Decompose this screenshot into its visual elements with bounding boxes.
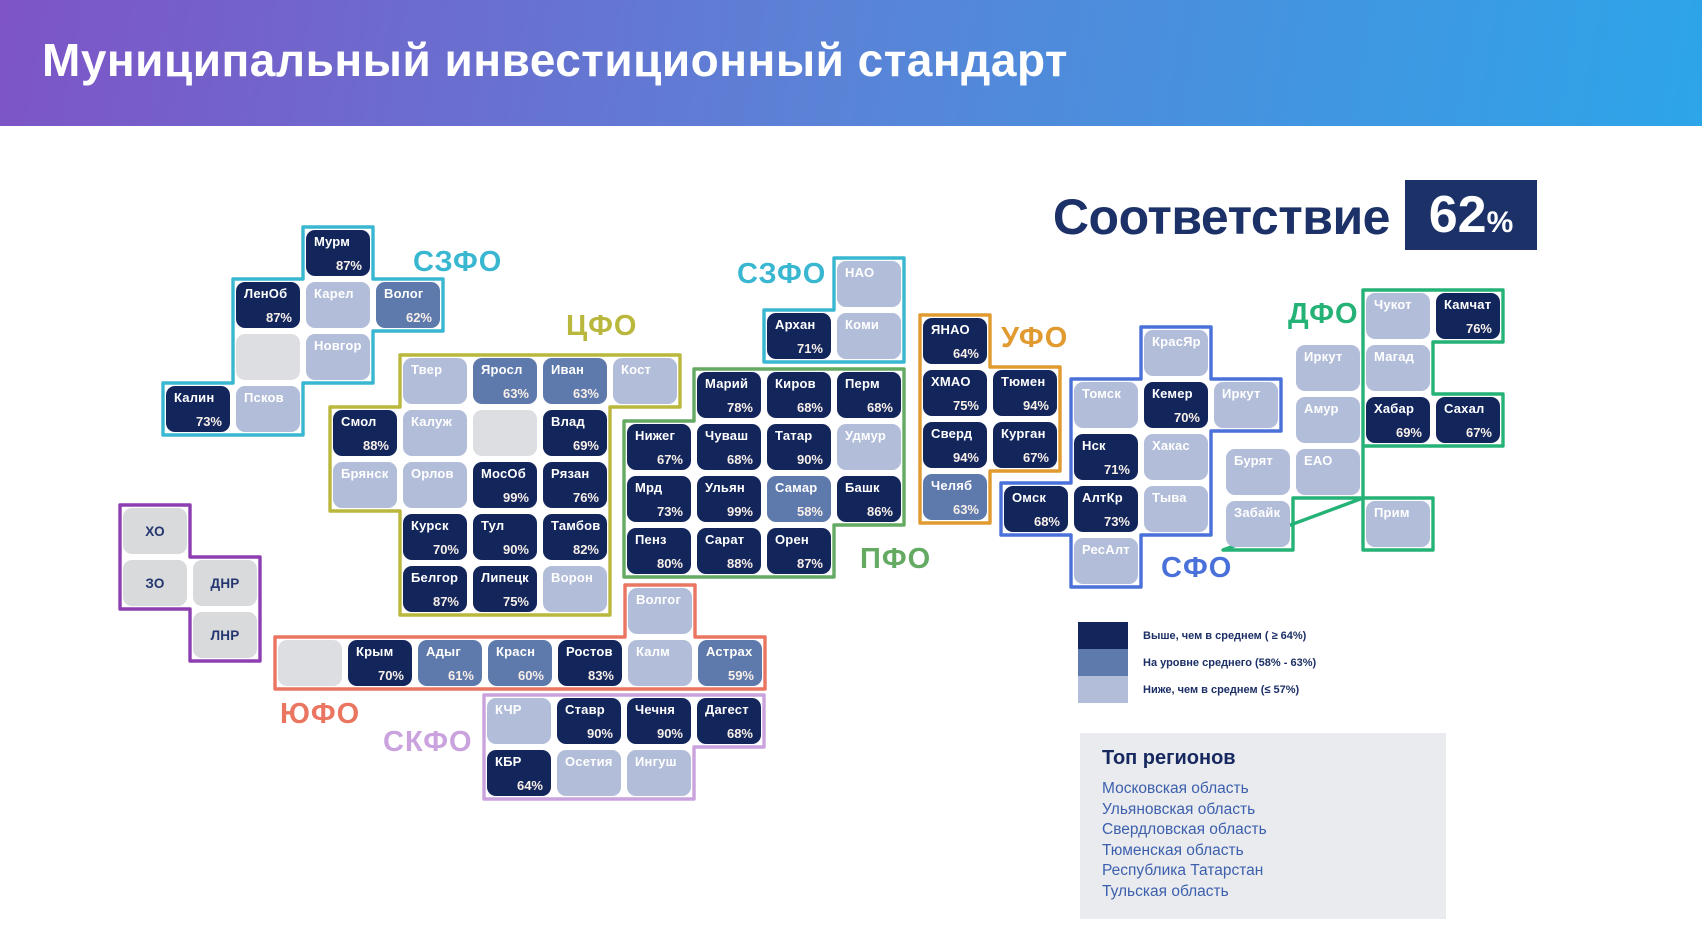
- region-tile: [487, 698, 551, 744]
- region-tile: [306, 282, 370, 328]
- region-value: 73%: [195, 414, 222, 429]
- region-tile: [697, 476, 761, 522]
- region-name: Брянск: [341, 466, 389, 481]
- region-tile: [236, 282, 300, 328]
- region-value: 87%: [335, 258, 362, 273]
- summary-percent-sign: %: [1486, 206, 1514, 239]
- region-tile: [767, 424, 831, 470]
- region-tile: [627, 698, 691, 744]
- region-tile: [1074, 382, 1138, 428]
- region-value: 60%: [517, 668, 544, 683]
- region-tile: [1074, 434, 1138, 480]
- region-tile: [1296, 397, 1360, 443]
- region-tile: [697, 528, 761, 574]
- region-name: КрасЯр: [1152, 334, 1201, 349]
- legend-label: Ниже, чем в среднем (≤ 57%): [1143, 683, 1300, 696]
- region-name: РесАлт: [1082, 542, 1130, 557]
- region-tile: [1144, 330, 1208, 376]
- region-tile: [403, 514, 467, 560]
- region-value: 68%: [866, 400, 893, 415]
- region-tile: [123, 508, 187, 554]
- region-name: АлтКр: [1082, 490, 1123, 505]
- top-region-item: Московская область: [1102, 780, 1249, 797]
- top-region-item: Ульяновская область: [1102, 800, 1256, 818]
- region-value: 90%: [656, 726, 683, 741]
- region-name: Иван: [551, 362, 585, 377]
- region-tile: [993, 370, 1057, 416]
- region-name: Белгор: [411, 570, 459, 585]
- region-tile: [627, 424, 691, 470]
- region-tile: [613, 358, 677, 404]
- empty-tile: [278, 640, 342, 686]
- region-tile: [473, 566, 537, 612]
- region-name: Курган: [1001, 426, 1046, 441]
- region-tile: [543, 358, 607, 404]
- region-tile: [767, 313, 831, 359]
- region-value: 90%: [586, 726, 613, 741]
- legend-row: [1078, 649, 1316, 676]
- region-tile: [1366, 501, 1430, 547]
- region-value: 88%: [362, 438, 389, 453]
- region-name: Смол: [341, 414, 377, 429]
- region-name: Ворон: [551, 570, 594, 585]
- region-name: Забайк: [1234, 505, 1281, 520]
- region-tile: [543, 462, 607, 508]
- legend-row: [1078, 622, 1316, 649]
- region-tile: [923, 422, 987, 468]
- district-label-pfo: ПФО: [860, 543, 932, 575]
- region-value: 70%: [1173, 410, 1200, 425]
- region-name: Адыг: [426, 644, 461, 659]
- region-value: 62%: [405, 310, 432, 325]
- region-name: Сахал: [1444, 401, 1485, 416]
- region-name: ЯНАО: [931, 322, 970, 337]
- region-value: 76%: [572, 490, 599, 505]
- region-tile: [767, 528, 831, 574]
- legend-row: [1078, 676, 1316, 703]
- region-tile: [403, 410, 467, 456]
- region-value: 63%: [502, 386, 529, 401]
- region-value: 90%: [796, 452, 823, 467]
- region-tile: [628, 588, 692, 634]
- region-name: Дагест: [705, 702, 749, 717]
- region-name: Томск: [1082, 386, 1122, 401]
- region-value: 68%: [726, 726, 753, 741]
- region-name: Марий: [705, 376, 749, 391]
- region-value: 58%: [796, 504, 823, 519]
- region-name: Калм: [636, 644, 670, 659]
- page-title: Муниципальный инвестиционный стандарт: [42, 34, 1068, 86]
- region-name: Орен: [775, 532, 809, 547]
- region-tile: [1226, 501, 1290, 547]
- region-tile: [348, 640, 412, 686]
- region-tile: [376, 282, 440, 328]
- region-tile: [306, 334, 370, 380]
- top-regions-panel: [1080, 733, 1446, 919]
- region-name: Астрах: [706, 644, 753, 659]
- region-tile: [1144, 434, 1208, 480]
- region-name: Сверд: [931, 426, 973, 441]
- region-tile: [1074, 538, 1138, 584]
- region-value: 61%: [447, 668, 474, 683]
- empty-tile: [473, 410, 537, 456]
- region-name: Крым: [356, 644, 394, 659]
- region-tile: [403, 462, 467, 508]
- region-value: 70%: [377, 668, 404, 683]
- region-name: Иркут: [1222, 386, 1261, 401]
- region-tile: [1296, 449, 1360, 495]
- region-name: Перм: [845, 376, 880, 391]
- region-value: 73%: [656, 504, 683, 519]
- region-tile: [166, 386, 230, 432]
- region-value: 68%: [1033, 514, 1060, 529]
- region-name: Тамбов: [551, 518, 601, 533]
- region-name: Архан: [775, 317, 816, 332]
- district-label-skfo: СКФО: [383, 726, 473, 758]
- region-name: Волгог: [636, 592, 682, 607]
- region-name: Новгор: [314, 338, 362, 353]
- region-value: 75%: [502, 594, 529, 609]
- top-region-item: Тюменская область: [1102, 841, 1244, 859]
- region-value: 67%: [656, 452, 683, 467]
- region-value: 99%: [726, 504, 753, 519]
- region-name: Тыва: [1152, 490, 1187, 505]
- region-value: 99%: [502, 490, 529, 505]
- region-tile: [697, 424, 761, 470]
- region-value: 59%: [727, 668, 754, 683]
- region-name: ХМАО: [931, 374, 971, 389]
- region-tile: [837, 313, 901, 359]
- region-name: Калуж: [411, 414, 453, 429]
- region-tile: [767, 372, 831, 418]
- region-name: Амур: [1304, 401, 1339, 416]
- region-name: Ростов: [566, 644, 613, 659]
- region-name: Калин: [174, 390, 215, 405]
- region-tile: [543, 566, 607, 612]
- region-tile: [923, 318, 987, 364]
- region-value: 87%: [796, 556, 823, 571]
- region-name: ДНР: [210, 575, 240, 591]
- region-value: 83%: [587, 668, 614, 683]
- summary-title: Соответствие: [1052, 189, 1390, 245]
- region-tile: [558, 640, 622, 686]
- region-value: 94%: [952, 450, 979, 465]
- region-value: 69%: [572, 438, 599, 453]
- region-name: Хакас: [1152, 438, 1190, 453]
- region-value: 68%: [796, 400, 823, 415]
- region-tile: [837, 424, 901, 470]
- region-name: ЕАО: [1304, 453, 1333, 468]
- region-tile: [1144, 382, 1208, 428]
- legend-label: На уровне среднего (58% - 63%): [1143, 656, 1317, 669]
- region-tile: [1366, 345, 1430, 391]
- region-value: 90%: [502, 542, 529, 557]
- region-value: 87%: [432, 594, 459, 609]
- region-name: Псков: [244, 390, 284, 405]
- region-name: ЛенОб: [244, 286, 288, 301]
- district-label-sfo: СФО: [1161, 552, 1233, 584]
- region-name: Тул: [481, 518, 505, 533]
- region-name: КЧР: [495, 702, 522, 717]
- region-value: 70%: [432, 542, 459, 557]
- region-name: Сарат: [705, 532, 745, 547]
- region-name: Чуваш: [705, 428, 749, 443]
- region-tile: [473, 462, 537, 508]
- region-value: 64%: [952, 346, 979, 361]
- region-tile: [1226, 449, 1290, 495]
- region-name: Челяб: [931, 478, 973, 493]
- region-name: Нижег: [635, 428, 676, 443]
- region-value: 94%: [1022, 398, 1049, 413]
- region-name: Кемер: [1152, 386, 1193, 401]
- region-tile: [1366, 293, 1430, 339]
- top-region-item: Республика Татарстан: [1102, 862, 1264, 879]
- region-name: Башк: [845, 480, 880, 495]
- region-name: Хабар: [1374, 401, 1415, 416]
- region-name: Ульян: [705, 480, 745, 495]
- region-tile: [628, 640, 692, 686]
- region-tile: [923, 370, 987, 416]
- region-tile: [627, 476, 691, 522]
- region-name: МосОб: [481, 466, 526, 481]
- region-value: 69%: [1395, 425, 1422, 440]
- region-name: Нск: [1082, 438, 1106, 453]
- region-name: Омск: [1012, 490, 1047, 505]
- region-tile: [333, 462, 397, 508]
- region-value: 68%: [726, 452, 753, 467]
- region-name: Самар: [775, 480, 818, 495]
- legend-label: Выше, чем в среднем ( ≥ 64%): [1143, 629, 1307, 642]
- region-tile: [697, 372, 761, 418]
- region-name: Пенз: [635, 532, 667, 547]
- region-value: 78%: [726, 400, 753, 415]
- region-tile: [487, 750, 551, 796]
- region-name: КБР: [495, 754, 522, 769]
- region-name: Иркут: [1304, 349, 1343, 364]
- legend-swatch: [1078, 676, 1128, 703]
- summary-value: 62: [1428, 186, 1487, 244]
- region-value: 64%: [516, 778, 543, 793]
- region-name: Удмур: [845, 428, 886, 443]
- region-value: 87%: [265, 310, 292, 325]
- region-tile: [1144, 486, 1208, 532]
- region-name: Чукот: [1374, 297, 1412, 312]
- region-tile: [193, 560, 257, 606]
- region-name: Курск: [411, 518, 449, 533]
- district-label-szfo-1: СЗФО: [413, 246, 503, 278]
- region-name: Прим: [1374, 505, 1410, 520]
- region-tile: [1436, 293, 1500, 339]
- region-tile: [193, 612, 257, 658]
- region-value: 88%: [726, 556, 753, 571]
- district-label-ufo: УФО: [1001, 322, 1069, 354]
- district-label-yufo: ЮФО: [280, 698, 361, 730]
- region-tile: [557, 750, 621, 796]
- region-tile: [1214, 382, 1278, 428]
- legend-swatch: [1078, 622, 1128, 649]
- region-value: 71%: [1103, 462, 1130, 477]
- region-value: 67%: [1465, 425, 1492, 440]
- region-tile: [473, 358, 537, 404]
- region-tile: [236, 386, 300, 432]
- region-name: Тюмен: [1001, 374, 1046, 389]
- region-tile: [837, 476, 901, 522]
- region-tile: [837, 261, 901, 307]
- region-name: Влад: [551, 414, 585, 429]
- region-tile: [123, 560, 187, 606]
- region-value: 75%: [952, 398, 979, 413]
- region-name: Татар: [775, 428, 813, 443]
- legend-swatch: [1078, 649, 1128, 676]
- region-tile: [403, 358, 467, 404]
- region-name: Киров: [775, 376, 816, 391]
- region-name: Ставр: [565, 702, 605, 717]
- region-value: 71%: [796, 341, 823, 356]
- top-region-item: Тульская область: [1102, 882, 1229, 900]
- region-value: 67%: [1022, 450, 1049, 465]
- region-tile: [543, 410, 607, 456]
- region-name: Рязан: [551, 466, 590, 481]
- region-tile: [1074, 486, 1138, 532]
- region-tile: [557, 698, 621, 744]
- top-regions-list: [1102, 779, 1446, 902]
- region-name: Магад: [1374, 349, 1415, 364]
- top-region-item: Свердловская область: [1102, 821, 1267, 838]
- region-name: Коми: [845, 317, 880, 332]
- region-tile: [1296, 345, 1360, 391]
- region-name: Красн: [496, 644, 536, 659]
- region-value: 76%: [1465, 321, 1492, 336]
- region-name: Волог: [384, 286, 424, 301]
- region-tile: [418, 640, 482, 686]
- district-label-szfo-2: СЗФО: [737, 258, 827, 290]
- region-tile: [488, 640, 552, 686]
- region-name: Мрд: [635, 480, 663, 495]
- region-name: Липецк: [481, 570, 529, 585]
- region-value: 73%: [1103, 514, 1130, 529]
- region-name: ХО: [145, 523, 165, 539]
- region-value: 80%: [656, 556, 683, 571]
- region-name: Орлов: [411, 466, 454, 481]
- region-tile: [923, 474, 987, 520]
- region-tile: [627, 750, 691, 796]
- district-label-cfo: ЦФО: [566, 310, 638, 342]
- region-tile: [543, 514, 607, 560]
- top-regions-title: Топ регионов: [1102, 747, 1236, 769]
- region-value: 86%: [866, 504, 893, 519]
- region-name: Чечня: [635, 702, 676, 717]
- region-tile: [306, 230, 370, 276]
- summary-value-badge: [1405, 180, 1537, 250]
- region-tile: [1366, 397, 1430, 443]
- region-name: Бурят: [1234, 453, 1273, 468]
- region-tile: [473, 514, 537, 560]
- region-name: Ингуш: [635, 754, 677, 769]
- region-value: 82%: [572, 542, 599, 557]
- region-tile: [697, 698, 761, 744]
- region-name: Мурм: [314, 234, 351, 249]
- region-name: НАО: [845, 265, 875, 280]
- region-tile: [837, 372, 901, 418]
- region-name: Кост: [621, 362, 652, 377]
- region-tile: [1436, 397, 1500, 443]
- region-name: Твер: [411, 362, 443, 377]
- region-value: 63%: [952, 502, 979, 517]
- region-name: Карел: [314, 286, 354, 301]
- region-name: ЗО: [145, 575, 165, 591]
- empty-tile: [236, 334, 300, 380]
- district-label-dfo: ДФО: [1288, 298, 1359, 330]
- region-tile: [627, 528, 691, 574]
- region-tile: [767, 476, 831, 522]
- region-tile: [993, 422, 1057, 468]
- region-tile: [1004, 486, 1068, 532]
- region-value: 63%: [572, 386, 599, 401]
- legend: [1078, 622, 1316, 703]
- region-name: ЛНР: [210, 627, 240, 643]
- region-tile: [333, 410, 397, 456]
- region-tile: [698, 640, 762, 686]
- region-name: Осетия: [565, 754, 613, 769]
- region-name: Яросл: [481, 362, 523, 377]
- region-tile: [403, 566, 467, 612]
- region-name: Камчат: [1444, 297, 1492, 312]
